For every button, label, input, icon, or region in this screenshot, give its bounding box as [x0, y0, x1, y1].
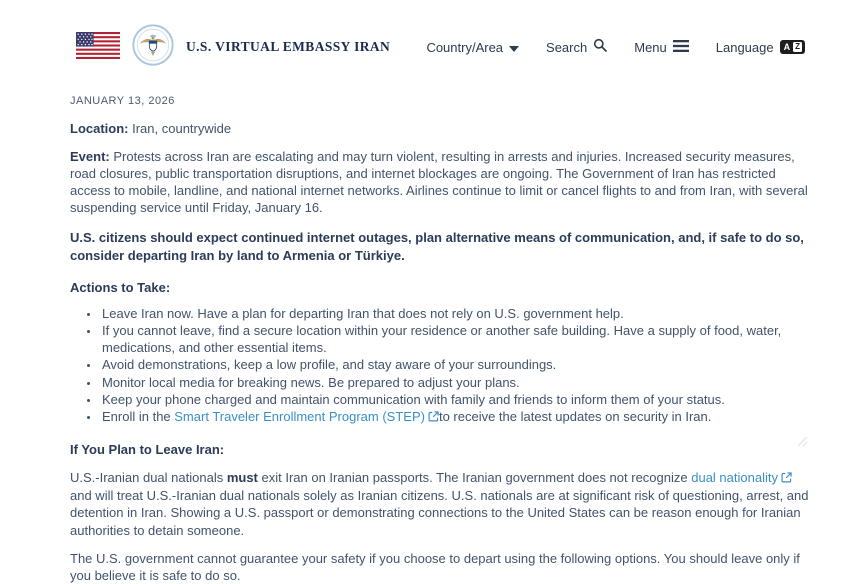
location-line: [70, 120, 812, 137]
nav-menu-label: Menu: [634, 39, 667, 55]
nav-search-label: Search: [546, 39, 588, 55]
search-icon: [593, 38, 607, 56]
us-flag-icon: [76, 32, 120, 63]
nav-menu[interactable]: [634, 39, 689, 56]
site-header: [0, 0, 860, 80]
translate-icon: A Z: [780, 40, 805, 54]
nav-country-area-label: Country/Area: [426, 39, 504, 55]
header-nav: [426, 38, 805, 56]
list-item: • Avoid demonstrations, keep a low profile, and stay aware of your surroundings.: [100, 356, 812, 373]
embassy-seal-icon: [132, 24, 174, 70]
leave-bold-text: must: [226, 470, 258, 486]
enroll-post-text: to receive the latest updates on security in Iran.: [438, 408, 712, 424]
site-title[interactable]: U.S. VIRTUAL EMBASSY IRAN: [186, 39, 391, 55]
leave-post-text: and will treat U.S.-Iranian dual nationals solely as Iranian citizens. U.S. nationals are at significant risk of questioning, arrest, and detention in Iran. Showing a U.S. passport or demonstrating connections to the United States can be reason enough for Iranian authorities to detain someone.: [70, 488, 809, 538]
location-value: Iran, countrywide: [128, 120, 232, 136]
resize-handle-mark: [794, 433, 808, 451]
nav-language[interactable]: [716, 39, 805, 56]
nav-country-area[interactable]: [426, 39, 519, 56]
alert-article: [0, 80, 860, 584]
leave-heading: If You Plan to Leave Iran:: [70, 442, 225, 458]
external-link-icon: [781, 470, 792, 487]
event-text: Protests across Iran are escalating and may turn violent, resulting in arrests and injuries. Increased security measures, road closures, public transportation disruptions, and internet blockages are ongoing. The Government of Iran has restricted access to mobile, landline, and national internet networks. Airlines continue to limit or cancel flights to and from Iran, with several suspending service until Friday, January 16.: [70, 148, 808, 216]
event-label: Event:: [70, 148, 110, 164]
leave-paragraph: [70, 469, 812, 539]
hamburger-menu-icon: [673, 39, 689, 56]
list-item: • Leave Iran now. Have a plan for departing Iran that does not rely on U.S. government help.: [100, 305, 812, 322]
leave-mid-text: exit Iran on Iranian passports. The Iranian government does not recognize: [257, 470, 692, 486]
site-brand-link[interactable]: [76, 24, 390, 70]
chevron-down-icon: [509, 39, 519, 56]
location-label: Location:: [70, 120, 129, 136]
article-date: JANUARY 13, 2026: [70, 95, 175, 108]
external-link-icon: [428, 409, 439, 426]
list-item: • If you cannot leave, find a secure location within your residence or another safe building. Have a supply of food, water, medications, and other essential items.: [100, 322, 812, 356]
step-program-link[interactable]: Smart Traveler Enrollment Program (STEP): [174, 408, 425, 424]
final-paragraph: The U.S. government cannot guarantee your safety if you choose to depart using the following options. You should leave only if you believe it is safe to do so.: [70, 550, 800, 583]
leave-pre-text: U.S.-Iranian dual nationals: [70, 470, 227, 486]
dual-nationality-link[interactable]: dual nationality: [691, 470, 778, 486]
nav-language-label: Language: [715, 39, 774, 55]
actions-list: [70, 305, 812, 426]
nav-search[interactable]: [546, 38, 607, 56]
advisory-paragraph: U.S. citizens should expect continued internet outages, plan alternative means of communication, and, if safe to do so, consider departing Iran by land to Armenia or Türkiye.: [70, 230, 804, 263]
list-item: • Keep your phone charged and maintain communication with family and friends to inform them of your status.: [100, 391, 812, 408]
event-paragraph: [70, 148, 812, 217]
list-item: • Monitor local media for breaking news. Be prepared to adjust your plans.: [100, 374, 812, 391]
list-item-enroll: [100, 408, 812, 426]
enroll-pre-text: Enroll in the: [102, 408, 175, 424]
actions-heading: Actions to Take:: [70, 279, 171, 295]
